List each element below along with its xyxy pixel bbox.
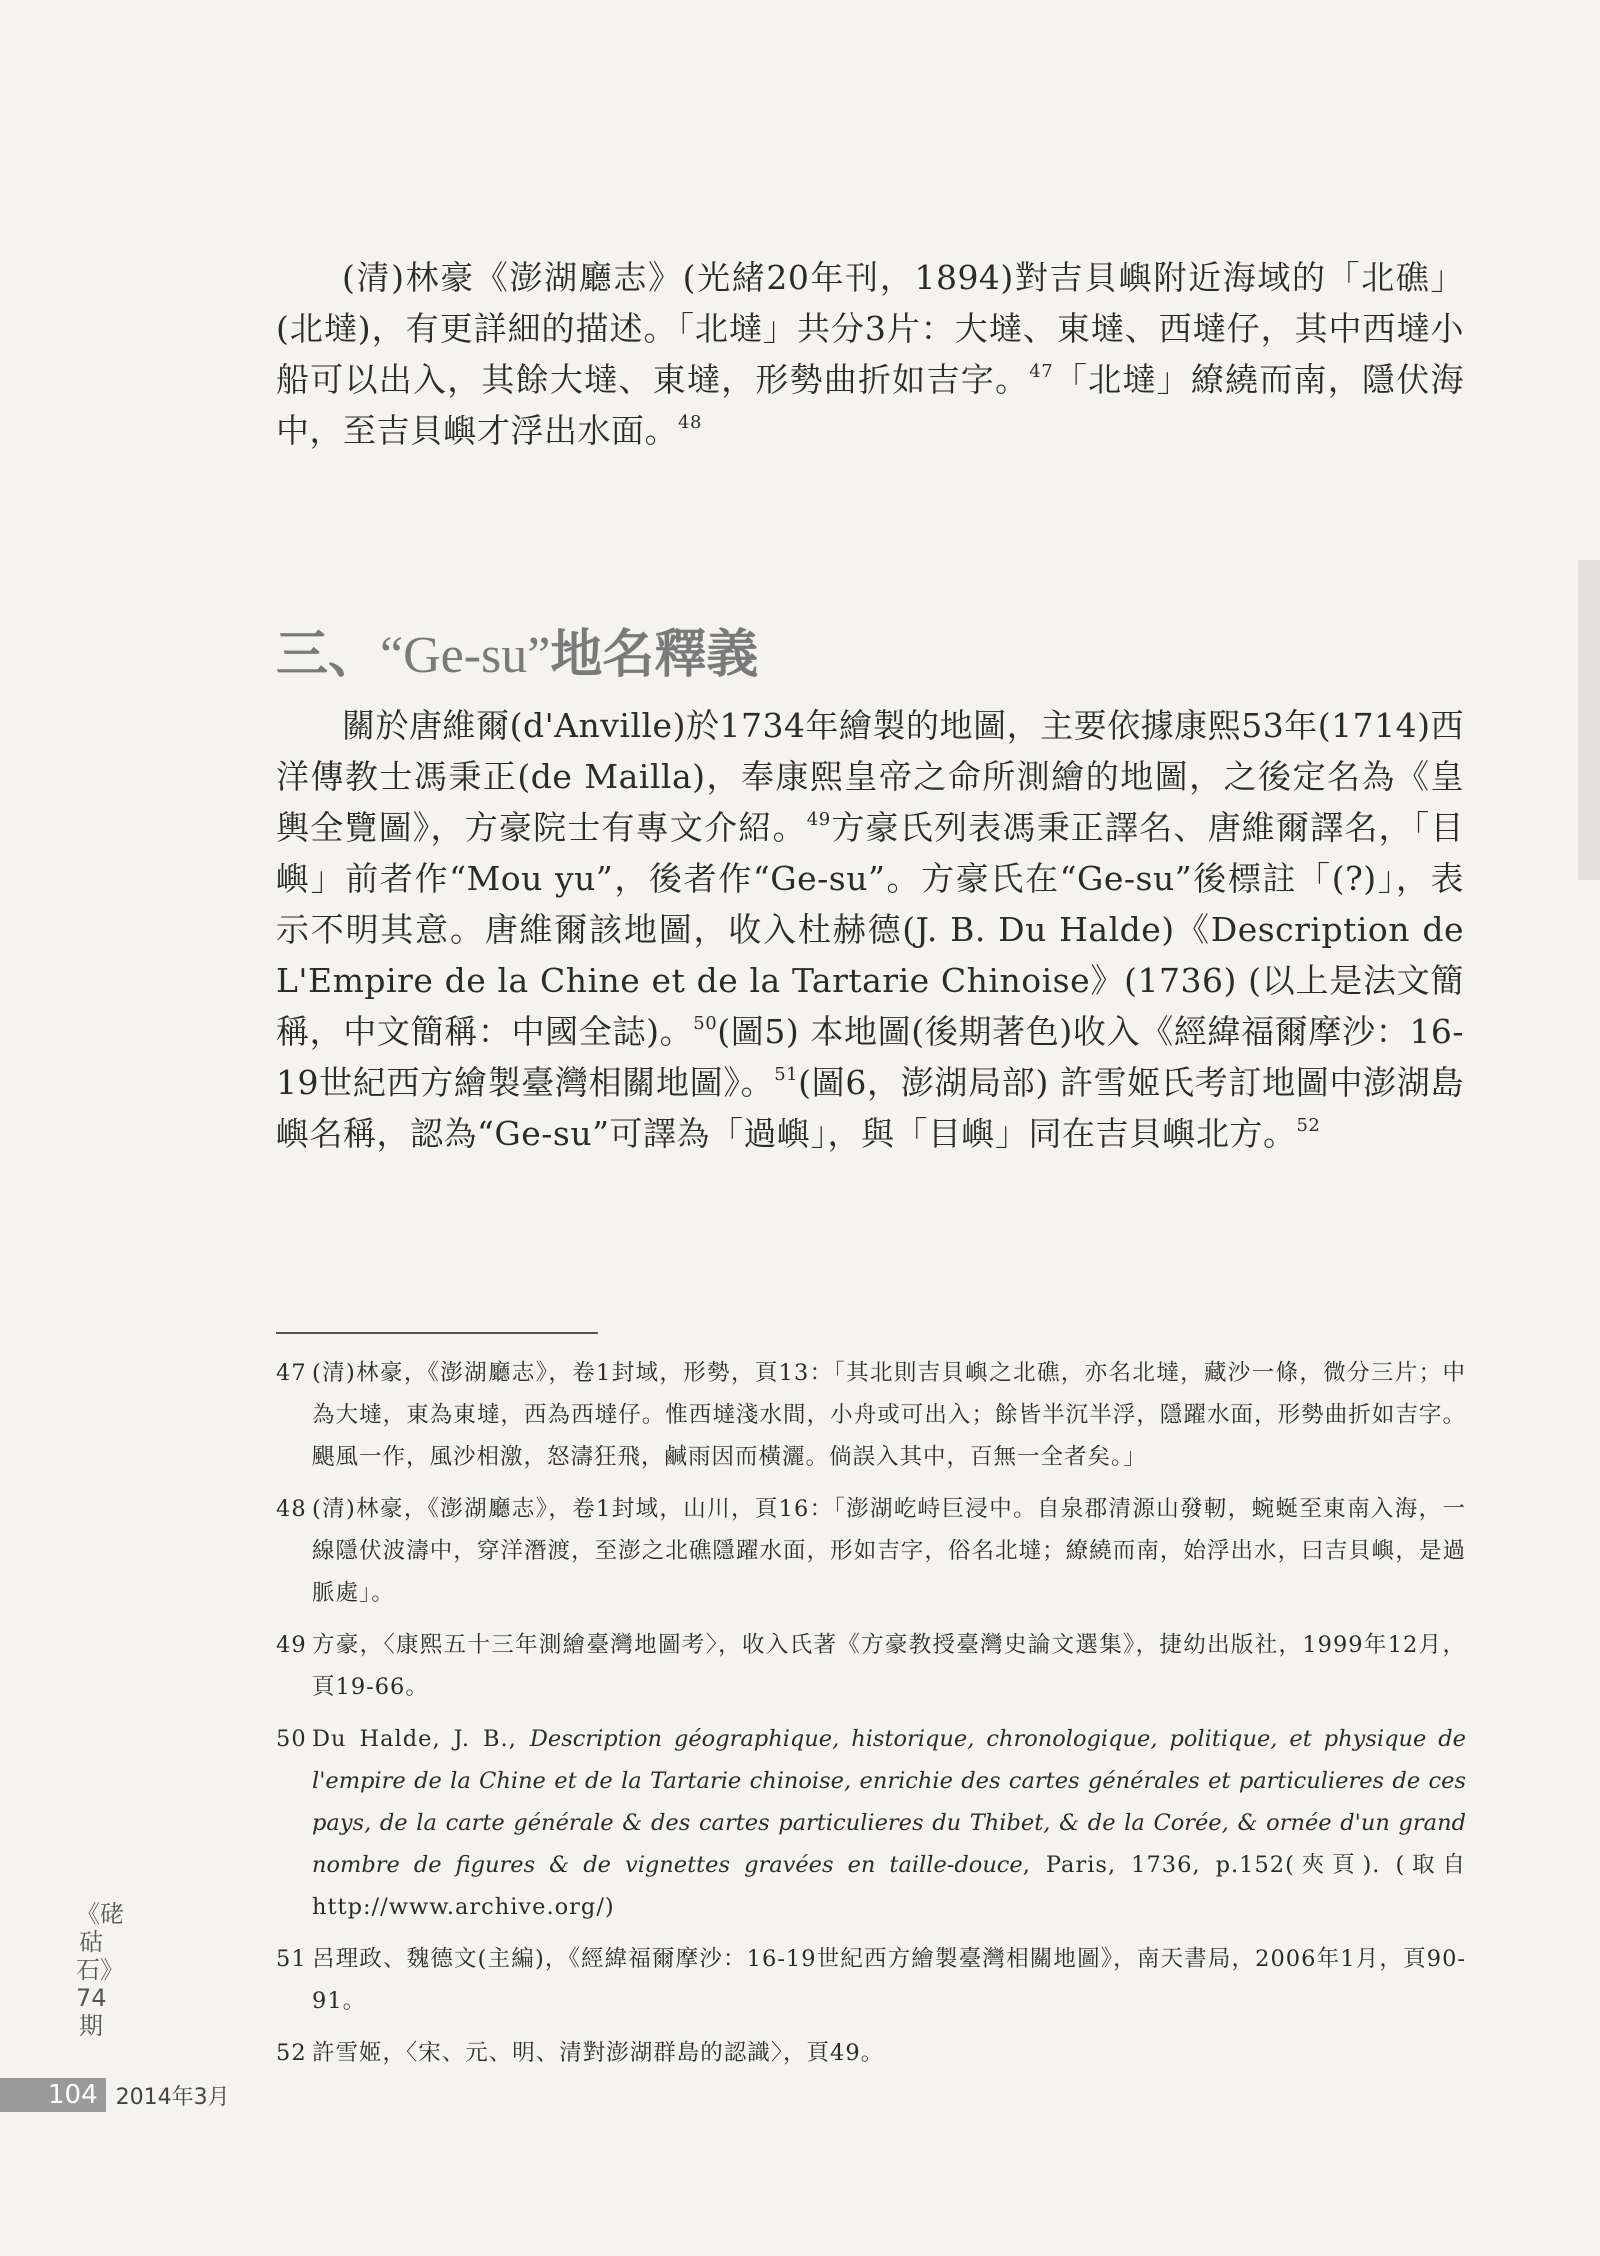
footnote-49 [276, 1624, 1466, 1708]
footnote-ref-51[interactable]: 51 [774, 1064, 799, 1085]
page-footer [0, 2078, 230, 2112]
paragraph-1-text-b: 「北墶」繚繞而南，隱伏海中，至吉貝嶼才浮出水面。 [276, 360, 1465, 450]
paragraph-1-text-a: (清)林豪《澎湖廳志》(光緒20年刊，1894)對吉貝嶼附近海域的「北礁」(北墶)，有更詳細的描述。「北墶」共分3片：大墶、東墶、西墶仔，其中西墶小船可以出入，其餘大墶、東墶，形勢曲折如吉字。 [276, 258, 1464, 399]
paragraph-2-text-d: (圖6，澎湖局部) 許雪姬氏考訂地圖中澎湖島嶼名稱，認為“Ge-su”可譯為「過嶼」，與「目嶼」同在吉貝嶼北方。 [276, 1063, 1464, 1153]
footnote-48 [276, 1488, 1466, 1614]
footnote-text: 呂理政、魏德文(主編)，《經緯福爾摩沙：16-19世紀西方繪製臺灣相關地圖》，南天書局，2006年1月，頁90-91。 [312, 1946, 1466, 2014]
page-number: 104 [0, 2078, 106, 2112]
paragraph-2-text-a: 關於唐維爾(d'Anville)於1734年繪製的地圖，主要依據康熙53年(1714)西洋傳教士馮秉正(de Mailla)，奉康熙皇帝之命所測繪的地圖，之後定名為《皇輿全覽圖》，方豪院士有專文介紹。 [276, 706, 1464, 847]
paragraph-2 [276, 700, 1464, 1159]
footnote-text: (清)林豪，《澎湖廳志》，卷1封域，山川，頁16：「澎湖屹峙巨浸中。自泉郡清源山發軔，蜿蜒至東南入海，一線隱伏波濤中，穿洋潛渡，至澎之北礁隱躍水面，形如吉字，俗名北墶；繚繞而南，始浮出水，曰吉貝嶼，是過脈處」。 [312, 1496, 1466, 1606]
footnote-text: (清)林豪，《澎湖廳志》，卷1封域，形勢，頁13：「其北則吉貝嶼之北礁，亦名北墶，藏沙一條，微分三片；中為大墶，東為東墶，西為西墶仔。惟西墶淺水間，小舟或可出入；餘皆半沉半浮，隱躍水面，形勢曲折如吉字。颶風一作，風沙相激，怒濤狂飛，鹹雨因而橫灑。倘誤入其中，百無一全者矣。」 [312, 1360, 1466, 1470]
heading-term: “Ge-su” [380, 627, 551, 684]
footnote-ref-50[interactable]: 50 [693, 1013, 718, 1034]
footnote-text[interactable]: , Paris, 1736, p.152(夾頁). (取自http://www.archive.org/) [312, 1852, 1466, 1920]
footnotes [276, 1352, 1466, 2084]
footnote-51 [276, 1938, 1466, 2022]
footnote-divider [276, 1332, 598, 1334]
footnote-author: Du Halde, J. B., [312, 1726, 530, 1752]
page-edge-decoration [1578, 560, 1600, 880]
footnote-title: Description géographique, historique, chronologique, politique, et physique de l'empire de la Chine et de la Tartarie chinoise, enrichie des cartes générales et particulieres de ces pays, de la carte générale & des cartes particulieres du Thibet, & de la Corée, & ornée d'un grand nombre de figures & de vignettes gravées en taille-douce [312, 1726, 1466, 1878]
footnote-ref-49[interactable]: 49 [806, 809, 831, 830]
footnote-number: 50 [276, 1726, 307, 1752]
paragraph-1 [276, 252, 1464, 456]
footnote-number: 48 [276, 1496, 307, 1522]
heading-suffix: 地名釋義 [550, 625, 759, 685]
issue-date: 2014年3月 [115, 2084, 230, 2110]
footnote-ref-47[interactable]: 47 [1029, 361, 1054, 382]
paragraph-2-text-c: (圖5) 本地圖(後期著色)收入《經緯福爾摩沙：16-19世紀西方繪製臺灣相關地圖》。 [276, 1012, 1465, 1102]
heading-prefix: 三、 [276, 625, 381, 685]
footnote-number: 52 [276, 2040, 307, 2066]
journal-title: 《硓𥑮石》74期 [76, 1900, 124, 2040]
footnote-ref-48[interactable]: 48 [678, 412, 702, 433]
footnote-text: 方豪，〈康熙五十三年測繪臺灣地圖考〉，收入氏著《方豪教授臺灣史論文選集》，捷幼出版社，1999年12月，頁19-66。 [312, 1632, 1466, 1700]
footnote-47 [276, 1352, 1466, 1478]
footnote-number: 49 [276, 1632, 307, 1658]
footnote-ref-52[interactable]: 52 [1296, 1115, 1321, 1136]
footnote-text: 許雪姬，〈宋、元、明、清對澎湖群島的認識〉，頁49。 [312, 2040, 885, 2066]
section-heading [276, 620, 758, 691]
paragraph-2-text-b: 方豪氏列表馮秉正譯名、唐維爾譯名，「目嶼」前者作“Mou yu”，後者作“Ge-su”。方豪氏在“Ge-su”後標註「(?)」，表示不明其意。唐維爾該地圖，收入杜赫德(J. B. Du Halde)《Description de L'Empire de la Chine et de la Tartarie Chinoise》(1736) (以上是法文簡稱，中文簡稱：中國全誌)。 [276, 808, 1465, 1051]
footnote-number: 51 [276, 1946, 307, 1972]
footnote-number: 47 [276, 1360, 307, 1386]
footnote-52 [276, 2032, 1466, 2074]
footnote-50 [276, 1718, 1466, 1928]
